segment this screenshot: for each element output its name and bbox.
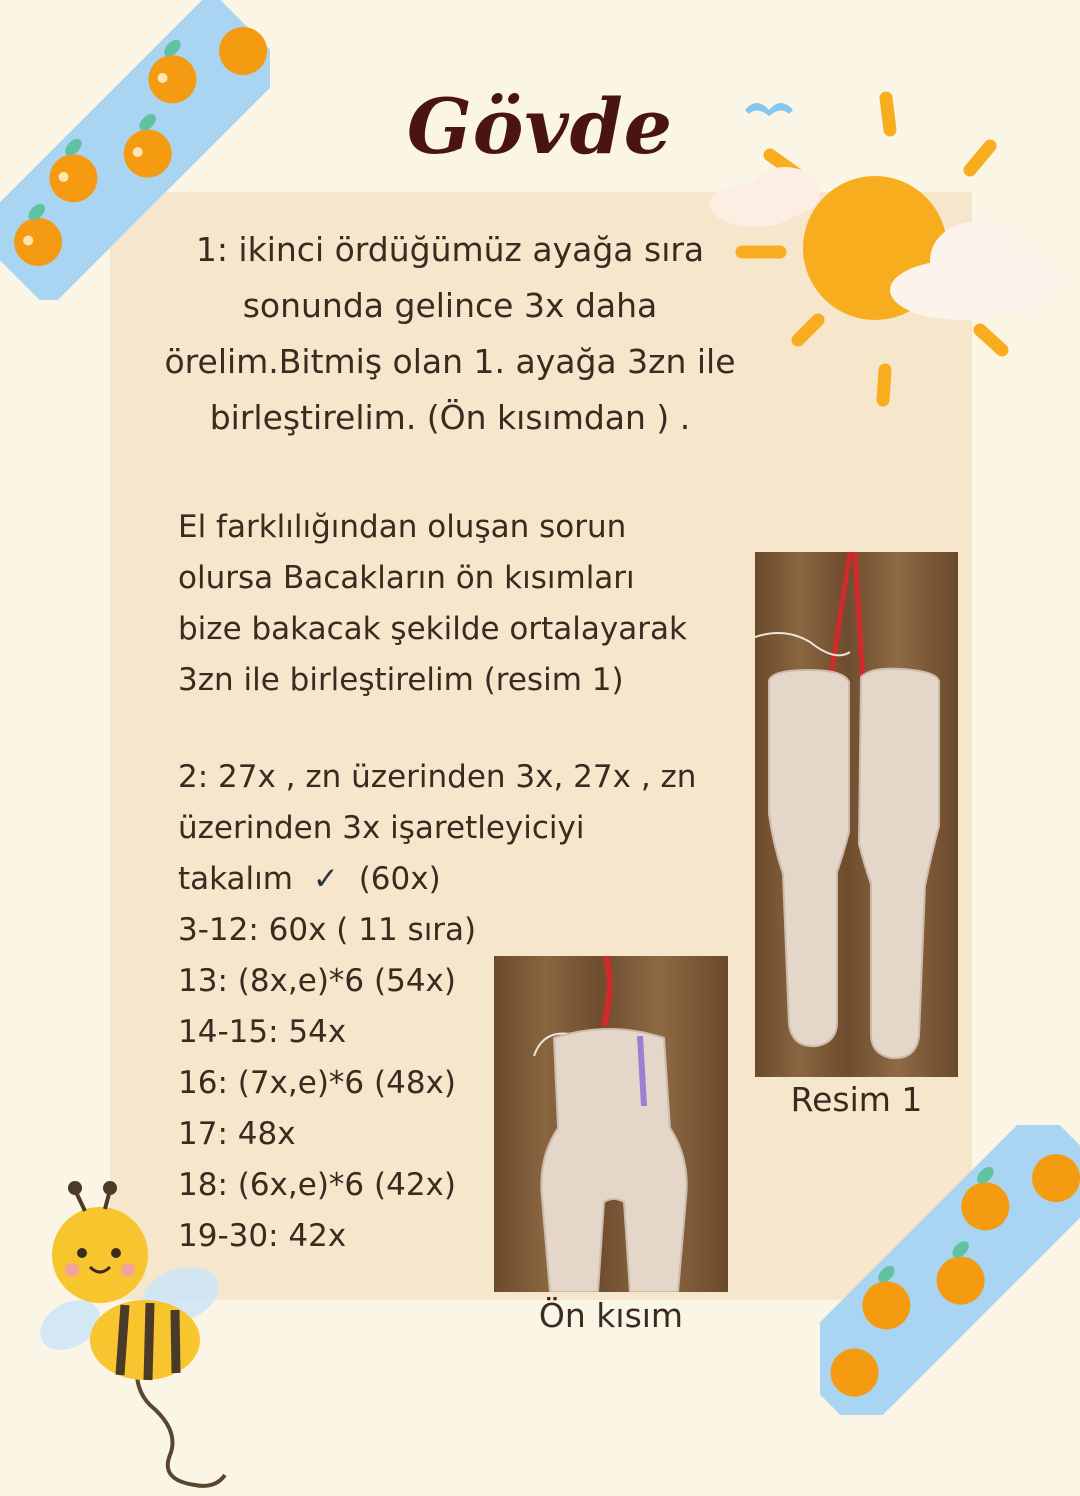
row-19-30: 19-30: 42x — [178, 1218, 347, 1254]
photo-legs — [755, 552, 958, 1077]
row-18: 18: (6x,e)*6 (42x) — [178, 1167, 456, 1203]
note-line: bize bakacak şekilde ortalayarak — [178, 611, 687, 647]
orange-tape-bottom-right — [820, 1125, 1080, 1415]
intro-line: sonunda gelince 3x daha — [242, 286, 658, 325]
row-14-15: 14-15: 54x — [178, 1014, 347, 1050]
photo-front — [494, 956, 728, 1292]
row-2-line-1: 2: 27x , zn üzerinden 3x, 27x , zn — [178, 759, 697, 795]
check-icon: ✓ — [312, 861, 339, 897]
page-title: Gövde — [406, 82, 674, 171]
photo-legs-caption: Resim 1 — [790, 1080, 923, 1119]
row-2-line-2: üzerinden 3x işaretleyiciyi — [178, 810, 585, 846]
row-17: 17: 48x — [178, 1116, 296, 1152]
note-line: El farklılığından oluşan sorun — [178, 509, 627, 545]
intro-line: 1: ikinci ördüğümüz ayağa sıra — [195, 230, 705, 269]
row-2-text: takalım — [178, 861, 293, 897]
note-paragraph — [178, 502, 738, 706]
row-2-line-3 — [178, 854, 508, 905]
note-line: 3zn ile birleştirelim (resim 1) — [178, 662, 624, 698]
row-16: 16: (7x,e)*6 (48x) — [178, 1065, 456, 1101]
legs-illustration — [755, 552, 958, 1077]
row-2-count: (60x) — [358, 861, 441, 897]
intro-line: birleştirelim. (Ön kısımdan ) . — [209, 398, 691, 437]
body-illustration — [494, 956, 728, 1292]
row-13: 13: (8x,e)*6 (54x) — [178, 963, 456, 999]
intro-line: örelim.Bitmiş olan 1. ayağa 3zn ile — [164, 342, 736, 381]
intro-paragraph — [140, 222, 760, 446]
note-line: olursa Bacakların ön kısımları — [178, 560, 635, 596]
photo-front-caption: Ön kısım — [538, 1296, 684, 1335]
row-instructions — [178, 752, 697, 1262]
row-3-12: 3-12: 60x ( 11 sıra) — [178, 912, 477, 948]
